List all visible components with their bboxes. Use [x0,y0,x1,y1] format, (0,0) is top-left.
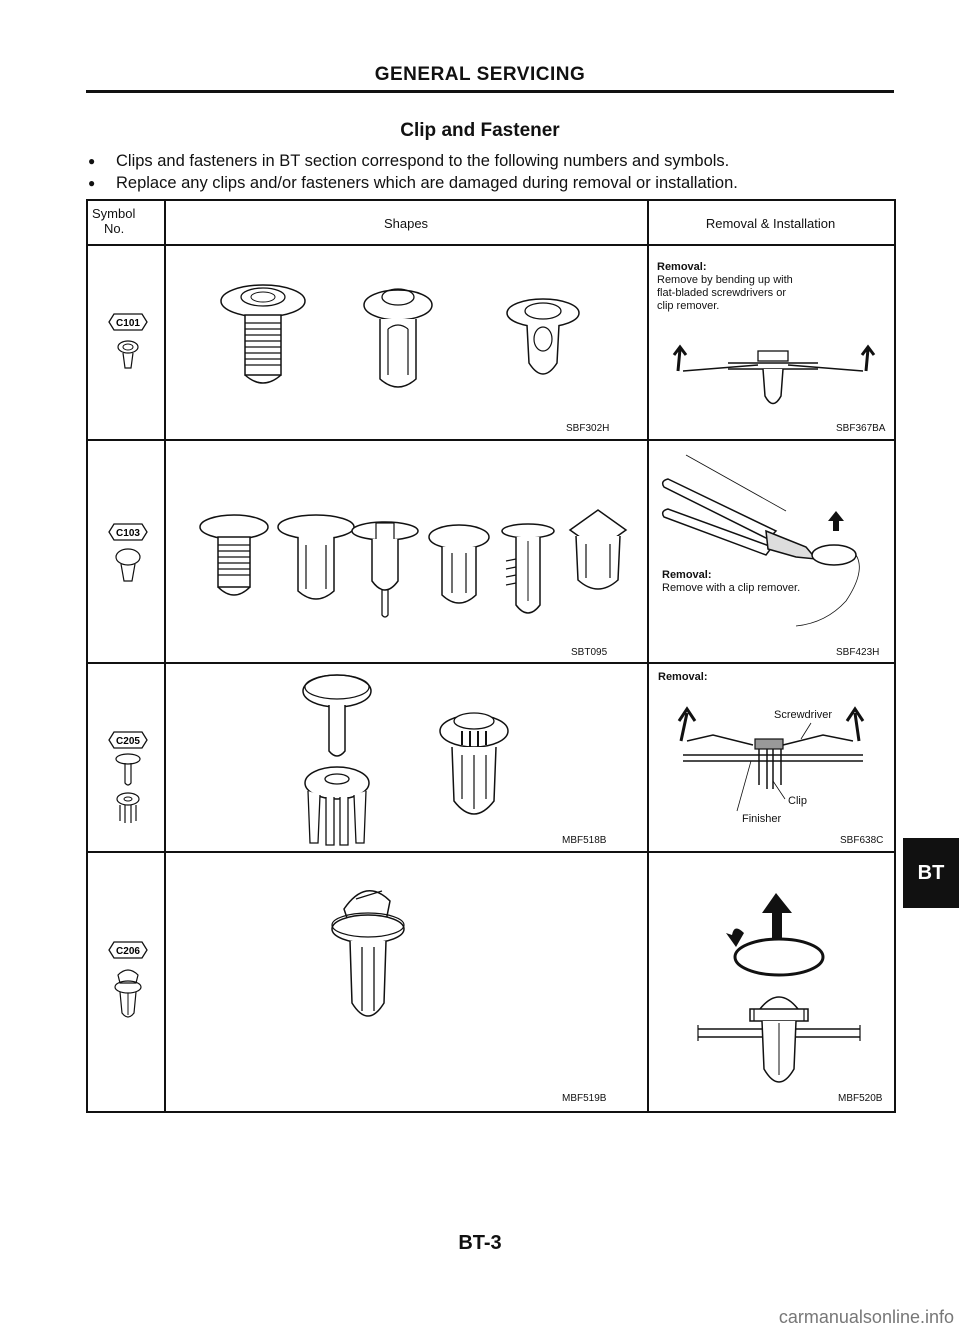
instruction-item: ● Replace any clips and/or fasteners which are damaged during removal or installation. [86,172,894,194]
ribbed-clip-icon [198,513,270,603]
clip-remover-tool-diagram [656,451,892,631]
symbol-code: C103 [116,528,140,539]
twist-head-clip-icon [324,877,414,1047]
split-leg-clip-icon [276,513,356,609]
removal-heading: Removal: [657,261,707,273]
removal-instruction-line: Remove with a clip remover. [662,582,801,594]
twist-removal-diagram [684,885,874,1097]
page-header-title: GENERAL SERVICING [374,64,586,85]
row-divider [88,244,894,246]
clip-symbol-icon [114,753,142,831]
shapes-header: Shapes [383,216,429,231]
screwdriver-removal-diagram [668,341,888,416]
figure-code: SBF638C [840,835,884,846]
removal-instruction-line: Remove by bending up with [657,274,793,286]
symbol-header-line: No. [104,221,125,236]
header-rule [86,90,894,93]
symbol-code: C205 [116,736,140,747]
clip-callout: Clip [788,795,807,807]
pin-and-grommet-clip-icon [292,673,382,855]
split-leg-clip-icon [358,279,438,404]
removal-header: Removal & Installation [705,216,836,231]
page-number: BT-3 [458,1232,502,1254]
figure-code: MBF520B [838,1093,883,1104]
instruction-item: ● Clips and fasteners in BT section correspond to the following numbers and symbols. [86,150,894,172]
assembled-clip-icon [434,709,514,831]
symbol-header-line: Symbol [92,206,136,221]
figure-code: SBT095 [571,647,608,658]
symbol-code: C206 [116,946,140,957]
wing-clip-icon [424,523,494,611]
figure-code: MBF519B [562,1093,607,1104]
removal-heading: Removal: [662,569,712,581]
symbol-badge-c103 [108,523,148,541]
push-rivet-clip-icon [218,279,308,399]
row-divider [88,439,894,441]
clip-symbol-icon [112,965,144,1021]
symbol-badge-c205 [108,731,148,749]
section-tab-bt: BT [903,838,959,908]
removal-instruction-line: clip remover. [657,300,720,312]
clip-symbol-icon [116,339,140,371]
column-divider [164,201,166,1111]
clip-fastener-table [86,199,896,1113]
round-head-clip-icon [503,293,583,393]
square-clip-icon [564,506,634,606]
figure-code: SBF302H [566,423,610,434]
removal-heading: Removal: [658,671,708,683]
symbol-code: C101 [116,318,140,329]
watermark: carmanualsonline.info [778,1307,954,1327]
row-divider [88,662,894,664]
removal-instruction-line: flat-bladed screwdrivers or [657,287,786,299]
column-divider [647,201,649,1111]
symbol-header [92,206,152,236]
pin-clip-icon [350,519,420,623]
figure-code: MBF518B [562,835,607,846]
section-title: Clip and Fastener [400,120,560,141]
instruction-list [86,150,894,194]
screwdriver-callout: Screwdriver [774,709,833,721]
row-divider [88,851,894,853]
tree-clip-icon [498,521,558,631]
finisher-callout: Finisher [742,813,782,825]
screwdriver-finisher-diagram [673,701,873,831]
symbol-badge-c206 [108,941,148,959]
clip-symbol-icon [114,547,142,585]
figure-code: SBF367BA [836,423,886,434]
symbol-badge-c101 [108,313,148,331]
removal-instructions [657,274,793,313]
figure-code: SBF423H [836,647,880,658]
